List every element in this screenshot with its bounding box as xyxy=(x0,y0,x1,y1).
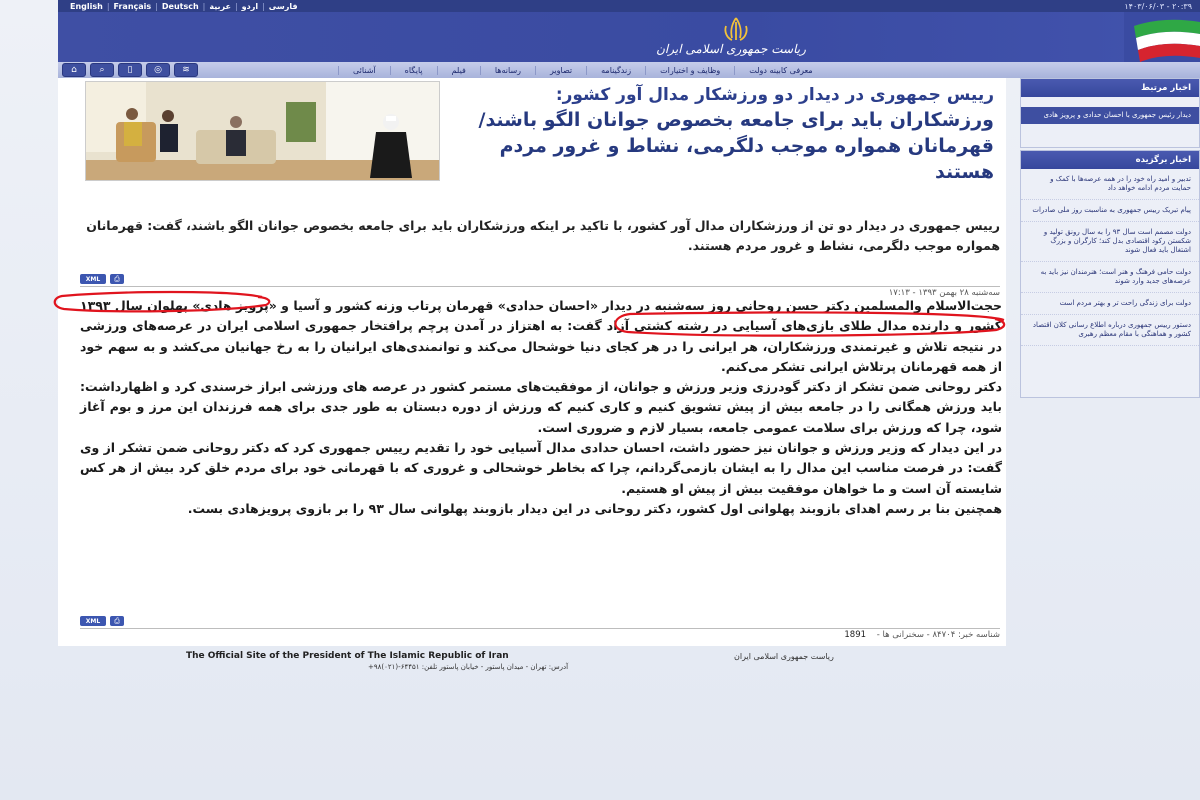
article-photo xyxy=(85,81,440,181)
article-paragraph: دکتر روحانی ضمن تشکر از دکتر گودرزی وزیر ورزش و جوانان، از موفقیت‌های مستمر کشور در عرصه های ورزشی ابراز خرسندی کرد و اظهارداشت: باید ورزش همگانی را در جامعه بیش از پیش تشویق کنیم و کاری کنیم که ورزش از دوره دبستان به طور جدی برای همه فرزندان این مرز و بوم آغاز شود، چرا که ورزش برای سلامت عمومی جامعه، بسیار لازم و ضروری است. xyxy=(80,379,1002,435)
selected-news-box xyxy=(1020,150,1200,398)
selected-news-item[interactable]: دولت برای زندگی راحت تر و بهتر مردم است xyxy=(1021,293,1199,315)
footer-address: آدرس: تهران - میدان پاستور - خیابان پاستور تلفن: ۶۴۴۵۱-(۰۲۱)۹۸+ xyxy=(368,663,569,671)
article-paragraph: همچنین بنا بر رسم اهدای بازوبند پهلوانی اول کشور، دکتر روحانی در این دیدار بازوبند پهلوانی سال ۹۳ را بر بازوی پرویزهادی بست. xyxy=(187,500,1002,516)
lang-urdu[interactable]: اردو xyxy=(241,1,259,11)
article-paragraph: در این دیدار که وزیر ورزش و جوانان نیز حضور داشت، احسان حدادی مدال آسیایی خود را تقدیم رییس جمهوری کرد که دکتر روحانی ضمن تشکر از وی گفت: در فرصت مناسب این مدال را به ایشان بازمی‌گردانم، چرا که بخاطر خوشحالی و غروری که با قهرمانی خود برای مردم خلق کرد بیش از هر کس شایسته آن است و ما خواهان موفقیت بیش از پیش او هستیم. xyxy=(80,440,1002,496)
news-meta xyxy=(80,628,1000,640)
home-icon[interactable]: ⌂ xyxy=(62,63,86,77)
nav-item-images[interactable]: تصاویر xyxy=(535,66,586,75)
news-id-label: شناسه خبر: ۸۴۷۰۴ - سخنرانی ها - xyxy=(876,630,1000,640)
nav-item-cabinet[interactable]: معرفی کابینه دولت xyxy=(734,66,826,75)
rss-icon[interactable]: ≋ xyxy=(174,63,198,77)
selected-news-item[interactable]: تدبیر و امید راه خود را در همه عرصه‌ها با کمک و حمایت مردم ادامه خواهد داد xyxy=(1021,169,1199,200)
lang-persian[interactable]: فارسی xyxy=(268,1,298,11)
related-news-box xyxy=(1020,78,1200,148)
emblem-icon xyxy=(718,16,754,42)
article-date: سه‌شنبه ۲۸ بهمن ۱۳۹۳ - ۱۷:۱۳ xyxy=(80,286,1000,298)
footer-site-name-en: The Official Site of the President of The Islamic Republic of Iran xyxy=(186,651,509,661)
article-paragraph: حجت‌الاسلام والمسلمین دکتر حسن روحانی روز سه‌شنبه در دیدار «احسان حدادی» قهرمان پرتاب وزنه کشور و آسیا و «پرویز هادی» پهلوان سال ۱۳۹۳ کشور و دارنده مدال طلای بازی‌های آسیایی در رشته کشتی آزاد گفت: به اهتزاز در آمدن پرچم پرافتخار جمهوری اسلامی ایران در عرصه‌های ورزشی در نتیجه تلاش و غیرتمندی ورزشکاران، هر ایرانی را در هر کجای دنیا خوشحال می‌کند و توانمندی‌های ایرانیان را به رخ جهانیان می‌کشد و به سهم خود از همه قهرمانان پرتلاش ایرانی تشکر می‌کنم. xyxy=(80,298,1002,374)
article-lead: رییس جمهوری در دیدار دو تن از ورزشکاران مدال آور کشور، با تاکید بر اینکه ورزشکاران باید برای جامعه بخصوص جوانان الگو باشند، گفت: قهرمانان همواره موجب دلگرمی، نشاط و غرور مردم هستند. xyxy=(86,218,1000,253)
article-panel xyxy=(58,78,1006,646)
header-date: ۱۴۰۳/۰۶/۰۳ - ۲۰:۳۹ xyxy=(1124,1,1192,11)
nav-item-film[interactable]: فیلم xyxy=(437,66,480,75)
lang-french[interactable]: Français xyxy=(113,1,152,11)
print-icon[interactable]: ⎙ xyxy=(110,274,124,284)
article-pre-title: رییس جمهوری در دیدار دو ورزشکار مدال آور کشور: xyxy=(555,85,994,105)
xml-button[interactable]: XML xyxy=(80,274,106,284)
print-icon-bottom[interactable]: ⎙ xyxy=(110,616,124,626)
article-toolbar-top xyxy=(80,274,1000,286)
nav-item-base[interactable]: پایگاه xyxy=(390,66,437,75)
xml-button-bottom[interactable]: XML xyxy=(80,616,106,626)
selected-news-item[interactable]: دولت مصمم است سال ۹۳ را به سال رونق تولید و شکستن رکود اقتصادی بدل کند؛ کارگران و بزرگ اشتغال باید فعال شوند xyxy=(1021,222,1199,262)
search-icon[interactable]: ⌕ xyxy=(90,63,114,77)
mobile-icon[interactable]: ▯ xyxy=(118,63,142,77)
article-body xyxy=(80,296,1002,519)
selected-news-item[interactable]: پیام تبریک رییس جمهوری به مناسبت روز ملی صادرات xyxy=(1021,200,1199,222)
view-count: 1891 xyxy=(844,630,867,640)
footer-site-name-fa: ریاست جمهوری اسلامی ایران xyxy=(734,652,834,661)
nav-item-media[interactable]: رسانه‌ها xyxy=(480,66,535,75)
related-news-title: اخبار مرتبط xyxy=(1021,79,1199,97)
language-bar: English | Français | Deutsch | عربية | اردو | فارسی ۱۴۰۳/۰۶/۰۳ - ۲۰:۳۹ xyxy=(58,0,1200,12)
nav-item-about[interactable]: آشنائی xyxy=(338,66,390,75)
selected-news-item[interactable]: دولت حامی فرهنگ و هنر است؛ هنرمندان نیز باید به عرصه‌های جدید وارد شوند xyxy=(1021,262,1199,293)
lang-arabic[interactable]: عربية xyxy=(209,1,231,11)
article-title: ورزشکاران باید برای جامعه بخصوص جوانان الگو باشند/ قهرمانان همواره موجب دلگرمی، نشاط و غرور مردم هستند xyxy=(478,109,994,183)
lang-english[interactable]: English xyxy=(70,1,103,11)
selected-news-item[interactable]: دستور رییس جمهوری درباره اطلاع رسانی کلان اقتصاد کشور و هماهنگی با مقام معظم رهبری xyxy=(1021,315,1199,346)
lang-german[interactable]: Deutsch xyxy=(161,1,199,11)
site-footer xyxy=(58,648,1006,672)
related-news-item[interactable]: دیدار رئیس جمهوری با احسان حدادی و پرویز هادی xyxy=(1021,107,1199,124)
nav-item-biography[interactable]: زندگینامه xyxy=(586,66,645,75)
article-toolbar-bottom xyxy=(80,616,1000,628)
site-header xyxy=(58,12,1200,62)
article-headline xyxy=(454,84,994,185)
nav-item-duties[interactable]: وظایف و اختیارات xyxy=(645,66,734,75)
site-title[interactable]: ریاست جمهوری اسلامی ایران xyxy=(656,42,806,56)
flag-icon xyxy=(1124,12,1200,62)
podcast-icon[interactable]: ◎ xyxy=(146,63,170,77)
meeting-photo-illustration xyxy=(86,82,440,181)
selected-news-title: اخبار برگزیده xyxy=(1021,151,1199,169)
nav-bar xyxy=(58,62,1200,78)
